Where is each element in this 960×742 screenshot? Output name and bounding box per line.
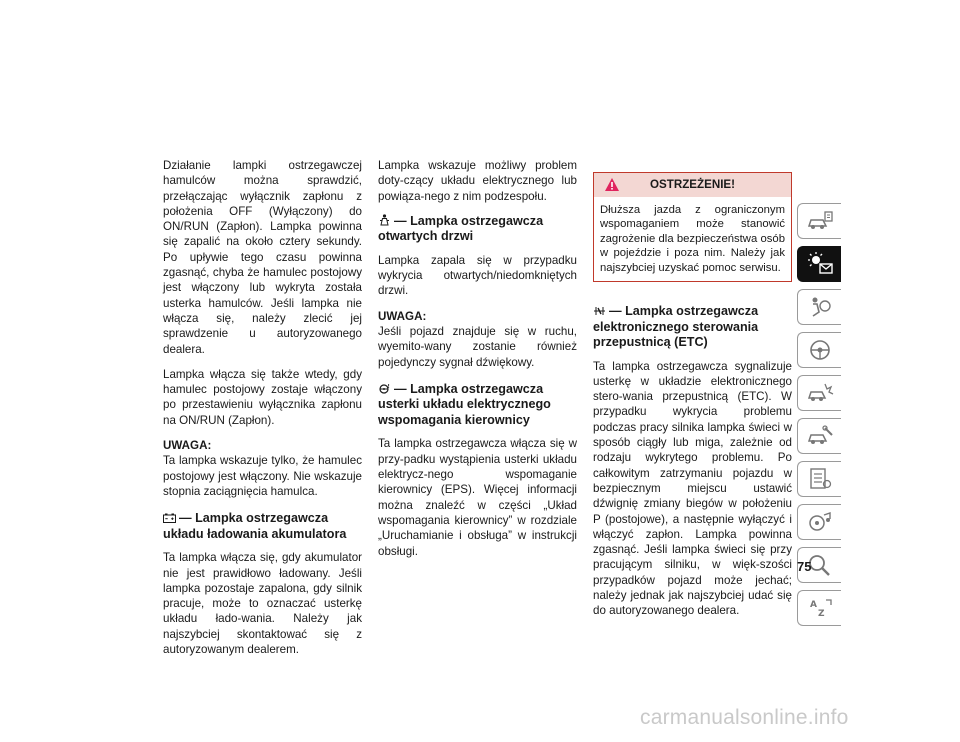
door-open-heading <box>378 214 577 245</box>
battery-icon <box>163 513 176 523</box>
svg-text:A: A <box>809 600 817 610</box>
svg-text:Z: Z <box>817 609 825 619</box>
steering-wheel-icon <box>805 337 835 363</box>
eps-warning-heading <box>378 382 577 429</box>
etc-paragraph: Ta lampka ostrzegawcza sygnalizuje usterkę w układzie elektronicznego stero-wania przepustnicą (ETC). W przypadku wykrycia problemu podczas pracy silnika lampka świeci w sposób ciągły lub miga, zależnie od rodzaju wykrytego problemu. Po całkowitym zatrzymaniu pojazdu w bezpiecznym miejscu ustawić dźwignię zmiany biegów w położeniu P (postojowe), a następnie wyłączyć i włączyć zapłon. Lampka powinna zgasnąć. Jeśli lampka świeci się przy pracującym silniku, w więk-szości przypadków pojazd może jechać; należy jednak jak najszybciej udać się do autoryzowanego dealera. <box>593 359 792 618</box>
watermark: carmanualsonline.info <box>640 706 849 729</box>
steering-warning-icon <box>378 384 391 394</box>
svg-text:!: ! <box>387 383 390 390</box>
electrical-paragraph: Lampka wskazuje możliwy problem doty-czący układu elektrycznego lub powiąza-nego z nim podzespołu. <box>378 159 577 203</box>
note-title: UWAGA: <box>163 439 212 453</box>
eps-paragraph: Ta lampka ostrzegawcza włącza się w przy-padku wystąpienia usterki układu elektrycz-nego wspomaganie kierownicy (EPS). Więcej informacji można znaleźć w części „Układ wspomagania kierownicy” w rozdziale „Uruchamianie i obsługa” w instrukcji obsługi. <box>378 437 577 558</box>
column-1 <box>163 158 362 667</box>
parking-brake-paragraph: Lampka włącza się także wtedy, gdy hamulec postojowy zostaje włączony po przestawieniu wyłącznika zapłonu na ON/RUN (Zapłon). <box>163 367 362 427</box>
multimedia-icon <box>805 509 835 535</box>
tab-car-info[interactable] <box>797 203 841 239</box>
heading-text: — Lampka ostrzegawcza układu ładowania akumulatora <box>163 511 347 541</box>
battery-warning-heading <box>163 511 362 542</box>
tab-index[interactable] <box>797 590 841 626</box>
car-crash-icon <box>805 380 835 406</box>
door-paragraph: Lampka zapala się w przypadku wykrycia otwartych/niedomkniętych drzwi. <box>378 253 577 298</box>
battery-paragraph: Ta lampka włącza się, gdy akumulator nie jest prawidłowo ładowany. Jeśli lampka pozostaje zapalona, gdy silnik pracuje, może to oznaczać usterkę układu łado-wania. Należy jak najszybciej skontaktować się z autoryzowanym dealerem. <box>163 551 362 657</box>
tab-warning-lights[interactable] <box>797 246 841 282</box>
door-open-icon <box>378 214 391 226</box>
heading-text: — Lampka ostrzegawcza usterki układu elektrycznego wspomagania kierownicy <box>378 381 551 427</box>
tab-starting-operating[interactable] <box>797 332 841 368</box>
note-title: UWAGA: <box>378 309 427 323</box>
warning-light-icon <box>805 251 835 277</box>
etc-warning-heading <box>593 304 792 351</box>
heading-text: — Lampka ostrzegawcza otwartych drzwi <box>378 213 544 244</box>
tab-safety[interactable] <box>797 289 841 325</box>
car-info-icon <box>805 208 835 234</box>
brake-check-paragraph: Działanie lampki ostrzegawczej hamulców można sprawdzić, przełączając wyłącznik zapłonu z położenia OFF (Wyłączony) do ON/RUN (Zapłon). Lampka powinna się zapalić na około cztery sekundy. Po upływie tego czasu powinna zgasnąć, chyba że hamulec postojowy jest włączony lub wykryta została usterka hamulców. Jeśli lampka nie włącza się, należy zlecić jej sprawdzenie u autoryzowanego dealera. <box>163 159 362 356</box>
warning-title: OSTRZEŻENIE! <box>649 178 736 191</box>
maintenance-list-icon <box>805 466 835 492</box>
warning-header <box>594 173 791 197</box>
warning-text: Dłuższa jazda z ograniczonym wspomaganiem może stanowić zagrożenie dla bezpieczeństwa osób w pojeździe i poza nim. Należy jak najszybciej uzyskać pomoc serwisu. <box>600 204 785 274</box>
note-text: Jeśli pojazd znajduje się w ruchu, wyemito-wany zostanie również pojedynczy sygnał dźwiękowy. <box>378 325 577 369</box>
warning-triangle-icon <box>604 177 620 192</box>
tab-service[interactable] <box>797 418 841 454</box>
warning-box <box>593 172 792 282</box>
tab-maintenance[interactable] <box>797 461 841 497</box>
tab-emergency[interactable] <box>797 375 841 411</box>
note-text: Ta lampka wskazuje tylko, że hamulec postojowy jest włączony. Nie wskazuje stopnia zaciągnięcia hamulca. <box>163 454 362 498</box>
throttle-icon <box>593 306 606 316</box>
column-3 <box>593 172 792 629</box>
index-icon <box>805 595 835 621</box>
column-2 <box>378 158 577 569</box>
airbag-icon <box>805 294 835 320</box>
car-service-icon <box>805 423 835 449</box>
page-number: 75 <box>797 559 812 574</box>
heading-text: — Lampka ostrzegawcza elektronicznego sterowania przepustnicą (ETC) <box>593 304 759 350</box>
tab-multimedia[interactable] <box>797 504 841 540</box>
